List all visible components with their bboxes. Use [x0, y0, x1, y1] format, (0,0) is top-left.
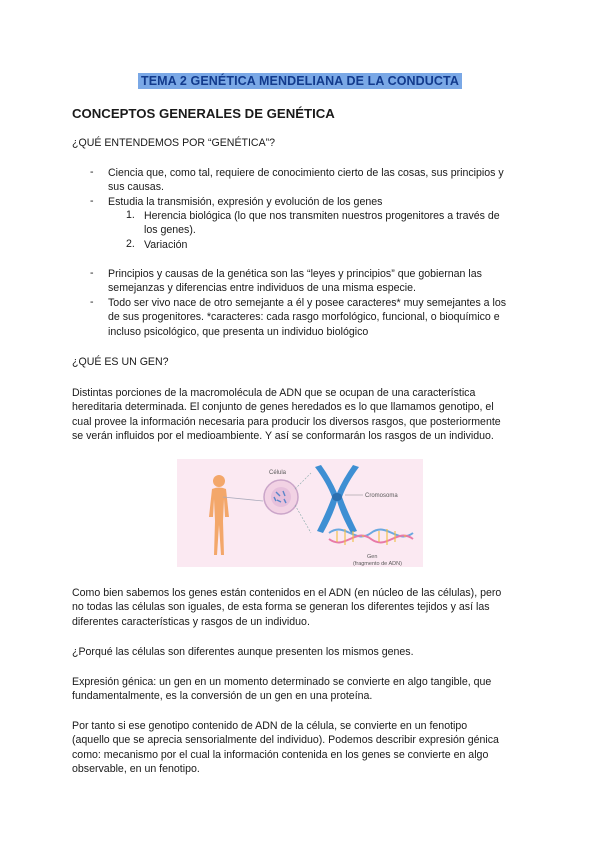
- paragraph-gene-expression: Expresión génica: un gen en un momento determinado se convierte en algo tangible, que fundamentalmente, es la conversión de un gen en una proteína.: [72, 676, 492, 703]
- bullet-line: Ciencia que, como tal, requiere de conocimiento cierto de las cosas, sus principios y: [108, 167, 504, 179]
- paragraph-gen-definition: Distintas porciones de la macromolécula de ADN que se ocupan de una característica hereditaria determinada. El conjunto de genes heredados es lo que llamamos genotipo, el cual provee la información necesaria para producir los diversos rasgos, que posteriormente se verán influidos por el medioambiente. Y así se conformarán los rasgos de un individuo.: [72, 387, 501, 443]
- bullet-line: de sus progenitores. *caracteres: cada rasgo morfológico, funcional, o bioquímico e: [108, 311, 500, 323]
- numbered-line: Variación: [144, 239, 188, 251]
- paragraph-phenotype: Por tanto si ese genotipo contenido de ADN de la célula, se convierte en un fenotipo (aquello que se aprecia sensorialmente del individuo). Podemos describir expresión génica como: mecanismo por el cual la información contenida en los genes se convierte en algo observable, en un fenotipo.: [72, 720, 499, 776]
- document-title: TEMA 2 GENÉTICA MENDELIANA DE LA CONDUCTA: [138, 73, 462, 89]
- gene-label: Gen: [367, 554, 378, 560]
- bullet-line: Principios y causas de la genética son las “leyes y principios” que gobiernan las: [108, 268, 482, 280]
- gene-sublabel: (fragmento de ADN): [353, 561, 402, 567]
- dna-helix-icon: [329, 529, 413, 545]
- bullet-dash: -: [90, 166, 94, 178]
- section-heading: CONCEPTOS GENERALES DE GENÉTICA: [72, 106, 335, 121]
- cell-icon: [264, 480, 298, 514]
- chromosome-label: Cromosoma: [365, 493, 398, 499]
- bullet-line: semejanzas y diferencias entre individuos de una misma especie.: [108, 282, 416, 294]
- numbered-line: los genes).: [144, 224, 196, 236]
- list-number: 2.: [126, 238, 135, 250]
- bullet-line: Todo ser vivo nace de otro semejante a él y posee caracteres* muy semejantes a los: [108, 297, 507, 309]
- chromosome-icon: [315, 465, 359, 533]
- bullet-dash: -: [90, 267, 94, 279]
- paragraph-question-cells: ¿Porqué las células son diferentes aunque presenten los mismos genes.: [72, 646, 414, 658]
- human-body-icon: [209, 475, 229, 555]
- bullet-dash: -: [90, 195, 94, 207]
- question-gen: ¿QUÉ ES UN GEN?: [72, 356, 169, 368]
- gene-illustration: [177, 459, 423, 567]
- bullet-line: Estudia la transmisión, expresión y evolución de los genes: [108, 196, 383, 208]
- paragraph-adn-cells: Como bien sabemos los genes están contenidos en el ADN (en núcleo de las células), pero no todas las células son iguales, de esta forma se generan los diferentes tejidos y así las diferentes características y rasgos de un individuo.: [72, 587, 502, 628]
- bullet-line: sus causas.: [108, 181, 164, 193]
- bullet-line: incluso psicológico, que presenta un individuo biológico: [108, 326, 369, 338]
- question-genetica: ¿QUÉ ENTENDEMOS POR “GENÉTICA”?: [72, 137, 276, 149]
- bullet-dash: -: [90, 296, 94, 308]
- cell-label: Célula: [269, 470, 287, 476]
- list-number: 1.: [126, 209, 135, 221]
- numbered-line: Herencia biológica (lo que nos transmiten nuestros progenitores a través de: [144, 210, 500, 222]
